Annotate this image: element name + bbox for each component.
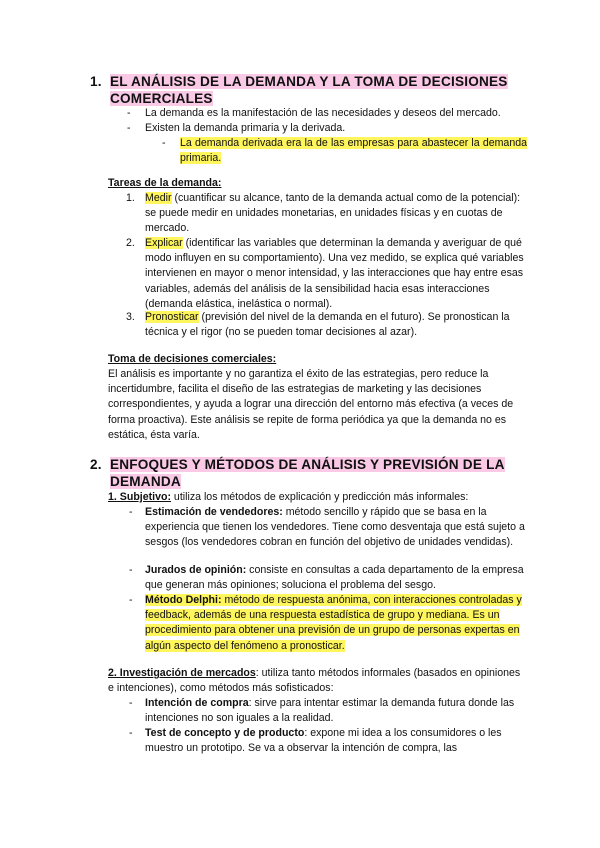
bullet-text: Existen la demanda primaria y la derivada. [145, 122, 346, 134]
section-title: EL ANÁLISIS DE LA DEMANDA Y LA TOMA DE DECISIONES COMERCIALES [110, 74, 508, 106]
list-number: 2. [126, 237, 135, 249]
list-item: Medir (cuantificar su alcance, tanto de la demanda actual como de la potencial): se puede medir en unidades monetarias, en unidades físicas y en cuotas de mercado. [145, 192, 521, 235]
list-item: Jurados de opinión: consiste en consultas a cada departamento de la empresa que generan más opiniones; soluciona el problema del sesgo. [145, 564, 524, 592]
bullet-dash: - [127, 107, 131, 119]
toma-paragraph: El análisis es importante y no garantiza el éxito de las estrategias, pero reduce la incertidumbre, facilita el diseño de las estrategias de marketing y las decisiones correspondientes, y ayuda a lograr una dirección del entorno más efectiva (a veces de forma proactiva). Este análisis se repite de forma periódica ya que la demanda no es estática, ésta varía. [108, 368, 514, 441]
section-title: ENFOQUES Y MÉTODOS DE ANÁLISIS Y PREVISIÓN DE LA DEMANDA [110, 457, 505, 489]
highlighted-term: Medir [145, 192, 172, 204]
list-item: Pronosticar (previsión del nivel de la demanda en el futuro). Se pronostican la técnica y el rigor (no se pueden tomar decisiones al azar). [145, 311, 510, 339]
sub-bullet-dash: - [162, 137, 166, 149]
bullet-dash: - [129, 594, 133, 606]
list-item-highlighted: Método Delphi: método de respuesta anónima, con interacciones controladas y feedback, además de una respuesta estadística de grupo y mediana. Es un procedimiento para obtener una previsión de un grupo de personas expertas en algún aspecto del fenómeno a pronosticar. [145, 594, 522, 652]
investigacion-paragraph: 2. Investigación de mercados: utiliza tanto métodos informales (basados en opiniones e intenciones), como métodos más sofisticados: [108, 667, 521, 695]
list-number: 3. [126, 311, 135, 323]
subjetivo-line: 1. Subjetivo: utiliza los métodos de explicación y predicción más informales: [108, 491, 469, 503]
highlighted-term: Pronosticar [145, 311, 199, 323]
section-number: 2. [90, 457, 102, 472]
list-item: Explicar (identificar las variables que determinan la demanda y averiguar de qué modo influyen en su comportamiento). Una vez medido, se explica qué variables intervienen en mayor o menor intensidad, y las interacciones que hay entre esas variables, además del análisis de la sensibilidad hacia esas interacciones (demanda elástica, inelástica o normal). [145, 237, 524, 310]
sub-bullet-text: La demanda derivada era la de las empresas para abastecer la demanda primaria. [180, 137, 527, 165]
highlighted-term: Explicar [145, 237, 183, 249]
section-number: 1. [90, 74, 102, 89]
tareas-heading: Tareas de la demanda: [108, 177, 222, 189]
bullet-dash: - [129, 564, 133, 576]
bullet-dash: - [129, 727, 133, 739]
toma-heading: Toma de decisiones comerciales: [108, 353, 277, 365]
list-item: Estimación de vendedores: método sencillo y rápido que se basa en la experiencia que tienen los vendedores. Tiene como desventaja que está sujeto a sesgos (los vendedores cobran en función del objetivo de unidades vendidas). [145, 506, 525, 549]
list-item: Intención de compra: sirve para intentar estimar la demanda futura donde las intenciones no son iguales a la realidad. [145, 697, 515, 725]
bullet-dash: - [129, 697, 133, 709]
list-number: 1. [126, 192, 135, 204]
bullet-dash: - [127, 122, 131, 134]
bullet-text: La demanda es la manifestación de las necesidades y deseos del mercado. [145, 107, 501, 119]
list-item: Test de concepto y de producto: expone mi idea a los consumidores o les muestro un prototipo. Se va a observar la intención de compra, las [145, 727, 502, 755]
bullet-dash: - [129, 506, 133, 518]
